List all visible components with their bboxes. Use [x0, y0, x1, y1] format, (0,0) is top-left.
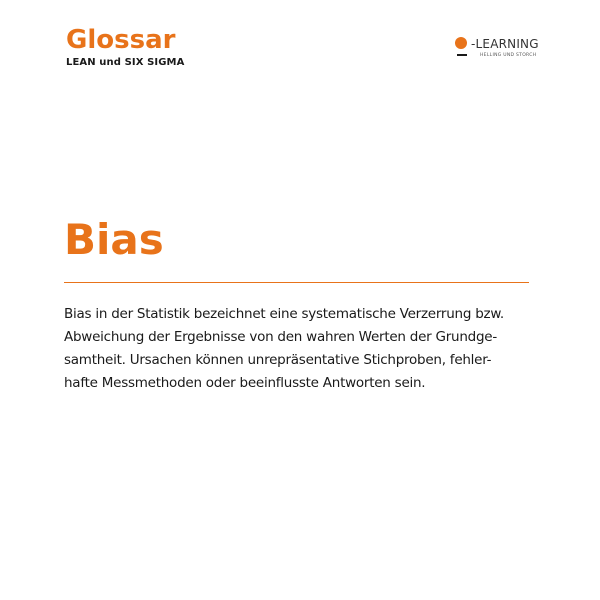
definition-line: Abweichung der Ergebnisse von den wahren Werten der Grundge- — [64, 329, 497, 345]
term-definition — [64, 303, 534, 395]
definition-line: hafte Messmethoden oder beeinflusste Antworten sein. — [64, 375, 426, 391]
q-logo-icon — [454, 36, 472, 62]
glossary-title: Glossar — [66, 25, 176, 55]
definition-line: Bias in der Statistik bezeichnet eine systematische Verzerrung bzw. — [64, 306, 504, 322]
q-learning-logo — [454, 36, 554, 62]
logo-tagline: HELLING UND STORCH — [480, 53, 537, 58]
logo-wordmark: -LEARNING — [471, 37, 539, 51]
term-heading: Bias — [64, 215, 164, 264]
definition-line: samtheit. Ursachen können unrepräsentative Stichproben, fehler- — [64, 352, 492, 368]
glossary-subtitle: LEAN und SIX SIGMA — [66, 57, 185, 68]
divider — [64, 282, 529, 283]
